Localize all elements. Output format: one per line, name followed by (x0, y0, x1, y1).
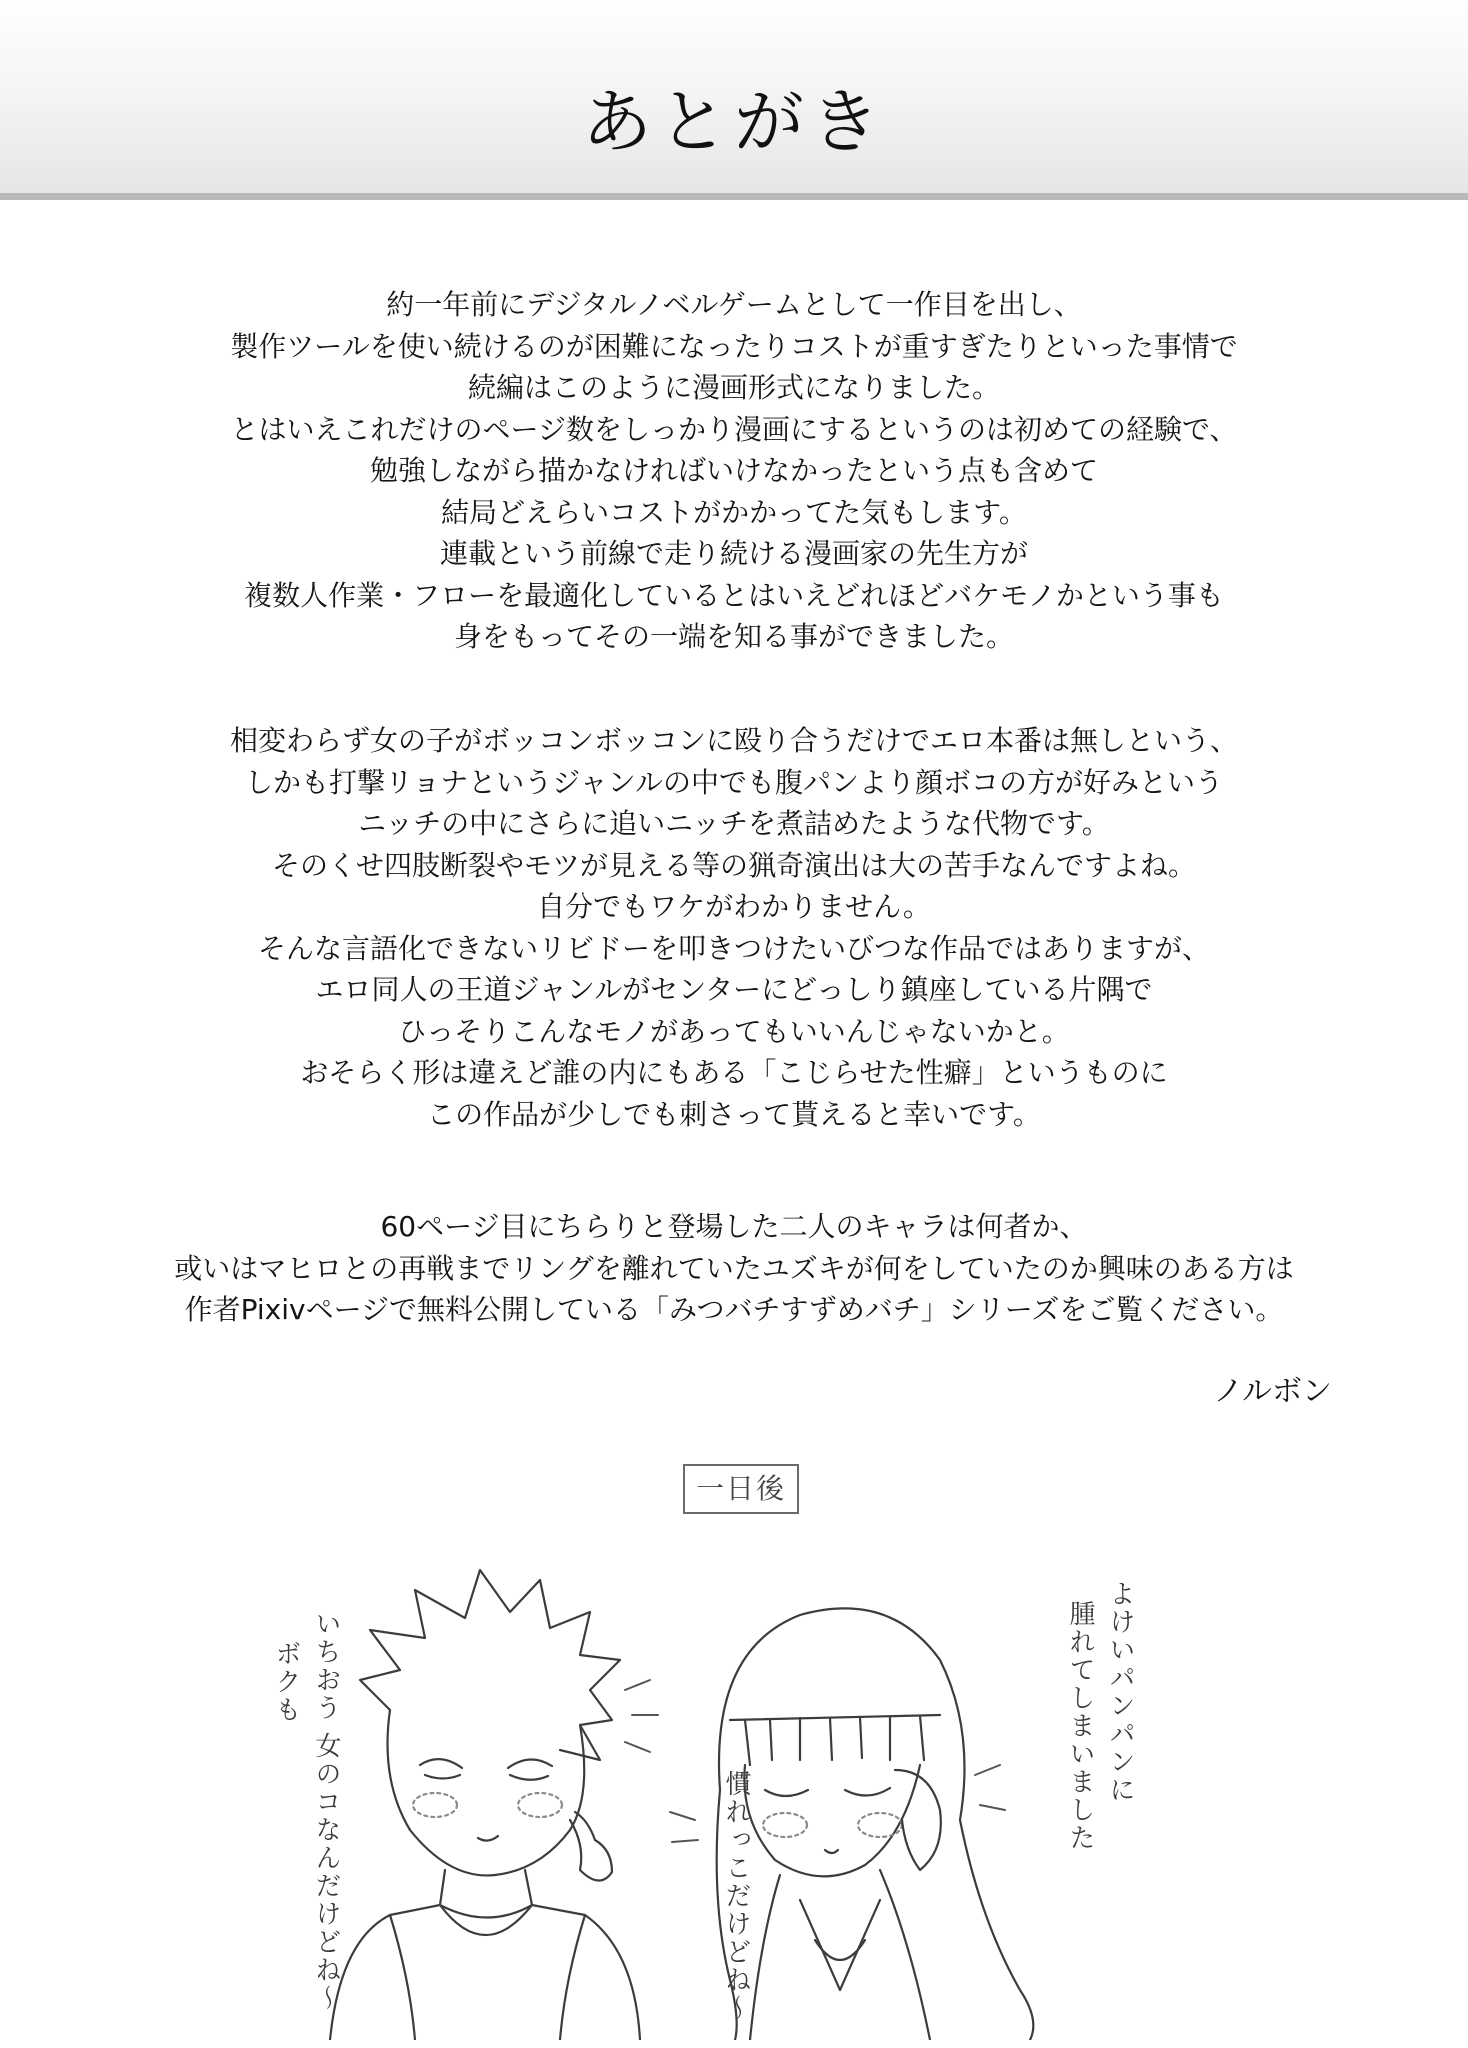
page-title: あとがき (582, 81, 886, 163)
text-line: 続編はこのように漫画形式になりました。 (467, 371, 1000, 404)
text-line: 60ページ目にちらりと登場した二人のキャラは何者か、 (380, 1210, 1088, 1243)
text-line: 結局どえらいコストがかかってた気もします。 (441, 495, 1027, 529)
text-line: ニッチの中にさらに追いニッチを煮詰めたような代物です。 (358, 807, 1110, 840)
left-character-body (330, 1905, 640, 2040)
speech-text-left-1: ボクも (271, 1640, 301, 1724)
speech-text-right-2: 腫れてしまいました (1065, 1600, 1095, 1852)
text-line: 作者Pixivページで無料公開している「みつバチすずめバチ」シリーズをご覧ください。 (184, 1293, 1284, 1326)
text-line: しかも打撃リョナというジャンルの中でも腹パンより顔ボコの方が好みという (245, 765, 1223, 799)
text-line: ひっそりこんなモノがあってもいいんじゃないかと。 (398, 1014, 1070, 1048)
text-line: そのくせ四肢断裂やモツが見える等の猟奇演出は大の苦手なんですよね。 (271, 848, 1196, 882)
left-character-face (388, 1710, 585, 1875)
text-line: 複数人作業・フローを最適化しているとはいえどれほどバケモノかという事も (244, 578, 1224, 612)
text-line: この作品が少しでも刺さって貰えると幸いです。 (427, 1097, 1041, 1131)
speech-text-left-2: いちおう 女のコなんだけどね〜 (311, 1610, 341, 2013)
text-line: 身をもってその一端を知る事ができました。 (453, 620, 1014, 653)
text-line: 或いはマヒロとの再戦までリングを離れていたユズキが何をしていたのか興味のある方は (174, 1251, 1294, 1285)
text-line: とはいえこれだけのページ数をしっかり漫画にするというのは初めての経験で、 (230, 412, 1238, 446)
right-character-hair (719, 1608, 1033, 2040)
left-character-hand (570, 1812, 612, 1881)
speech-text-right-1: よけいパンパンに (1105, 1580, 1135, 1804)
text-line: 連載という前線で走り続ける漫画家の先生方が (439, 537, 1028, 570)
right-character-face (744, 1765, 920, 1876)
text-line: 約一年前にデジタルノベルゲームとして一作目を出し、 (386, 288, 1082, 321)
text-line: 製作ツールを使い続けるのが困難になったりコストが重すぎたりといった事情で (230, 329, 1238, 363)
author-signature: ノルボン (1213, 1374, 1332, 1409)
paragraph-1 (100, 284, 1368, 658)
text-line: おそらく形は違えど誰の内にもある「こじらせた性癖」というものに (300, 1056, 1168, 1089)
paragraph-2 (100, 720, 1368, 1135)
text-line: 勉強しながら描かなければいけなかったという点も含めて (369, 454, 1098, 487)
text-line: 相変わらず女の子がボッコンボッコンに殴り合うだけでエロ本番は無しという、 (229, 724, 1238, 757)
illustration-caption: 一日後 (683, 1464, 799, 1514)
speech-text-center: 慣れっこだけどね〜 (721, 1770, 751, 2022)
paragraph-3 (100, 1206, 1368, 1331)
character-illustration (240, 1520, 1140, 2040)
text-line: エロ同人の王道ジャンルがセンターにどっしり鎮座している片隅で (315, 973, 1153, 1006)
right-character-hand (895, 1770, 941, 1870)
text-line: そんな言語化できないリビドーを叩きつけたいびつな作品ではありますが、 (257, 931, 1210, 965)
text-line: 自分でもワケがわかりません。 (537, 890, 931, 923)
